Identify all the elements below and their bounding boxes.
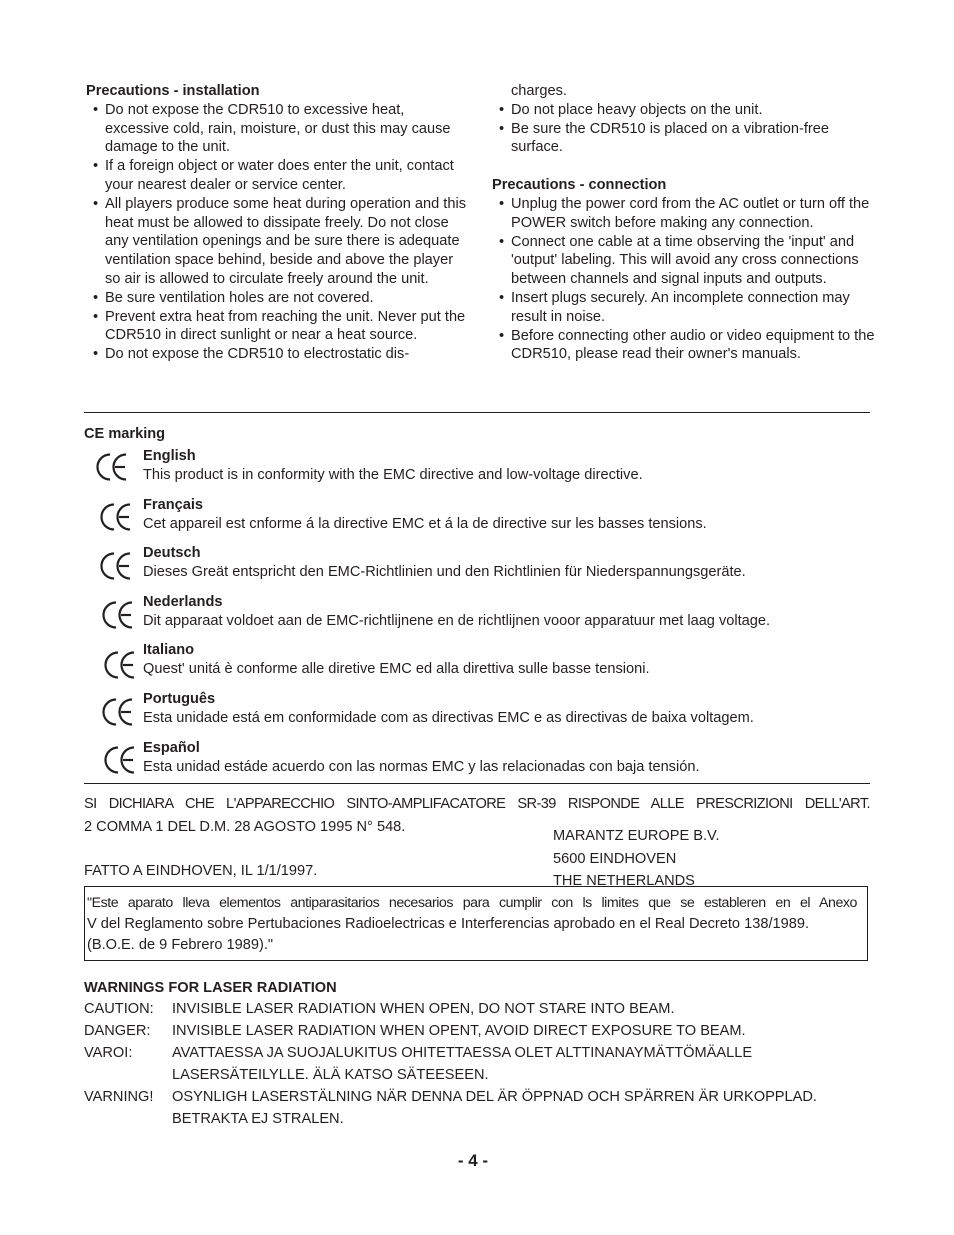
language-text: Esta unidade está em conformidade com as directivas EMC e as directivas de baixa voltagem. — [143, 709, 754, 726]
notice-line: V del Reglamento sobre Pertubaciones Radioelectricas e Interferencias aprobado en el Real Decreto 138/1989. — [87, 916, 810, 932]
list-item: • Do not expose the CDR510 to excessive heat, excessive cold, rain, moisture, or dust this may cause damage to the unit. — [86, 101, 466, 157]
ce-row-espanol — [84, 739, 874, 783]
ce-row-english — [84, 447, 874, 491]
ce-mark-icon — [100, 598, 136, 632]
warning-text: INVISIBLE LASER RADIATION WHEN OPEN, DO NOT STARE INTO BEAM. — [172, 1001, 675, 1017]
language-text: Dieses Greät entspricht den EMC-Richtlinien und den Richtlinien für Niederspannungsgeräte. — [143, 563, 746, 580]
ce-row-deutsch — [84, 544, 874, 588]
warning-text: OSYNLIGH LASERSTÄLNING NÄR DENNA DEL ÄR ÖPPNAD OCH SPÄRREN ÄR URKOPPLAD. BETRAKTA EJ STRALEN. — [172, 1089, 817, 1127]
section-divider — [84, 412, 870, 413]
installation-list — [86, 101, 466, 364]
ce-row-nederlands — [84, 593, 874, 637]
list-item: • All players produce some heat during operation and this heat must be allowed to dissipate freely. Do not close any ventilation openings and be sure there is adequate ventilation space behind, beside and above the player so air is allowed to circulate freely around the unit. — [86, 195, 466, 289]
installation-list-continued — [492, 101, 877, 157]
precautions-installation-section — [86, 82, 466, 364]
ce-mark-icon — [100, 695, 136, 729]
list-item: • Before connecting other audio or video equipment to the CDR510, please read their owner's manuals. — [492, 327, 877, 365]
section-divider — [84, 783, 870, 784]
list-item: • Be sure ventilation holes are not covered. — [86, 289, 466, 308]
declaration-line: 2 COMMA 1 DEL D.M. 28 AGOSTO 1995 N° 548. — [84, 819, 406, 835]
company-address — [553, 825, 720, 893]
laser-warnings-title: WARNINGS FOR LASER RADIATION — [84, 980, 337, 996]
ce-mark-icon — [102, 743, 138, 777]
list-item: • Insert plugs securely. An incomplete connection may result in noise. — [492, 289, 877, 327]
language-name: Español — [143, 740, 200, 756]
section-title: Precautions - connection — [492, 177, 667, 194]
language-name: Français — [143, 497, 204, 513]
language-text: Quest' unitá è conforme alle diretive EMC ed alla direttiva sulle basse tensioni. — [143, 660, 650, 677]
language-text: Cet appareil est cnforme á la directive EMC et á la de directive sur les basses tensions. — [143, 515, 707, 532]
warning-text: AVATTAESSA JA SUOJALUKITUS OHITETTAESSA OLET ALTTINANAYMÄTTÖMÄALLE LASERSÄTEILYLLE. ÄLÄ KATSO SÄTEESEEN. — [172, 1045, 753, 1083]
list-item: • If a foreign object or water does enter the unit, contact your nearest dealer or service center. — [86, 157, 466, 195]
address-line: 5600 EINDHOVEN — [553, 850, 677, 867]
language-name: English — [143, 448, 196, 464]
warning-label: VARNING! — [84, 1089, 154, 1105]
ce-marking-title: CE marking — [84, 426, 166, 442]
ce-row-italiano — [84, 641, 874, 685]
language-text: Dit apparaat voldoet aan de EMC-richtlijnene en de richtlijnen vooor apparatuur met laag voltage. — [143, 612, 771, 629]
warning-label: CAUTION: — [84, 1001, 154, 1017]
ce-mark-icon — [98, 549, 134, 583]
language-text: This product is in conformity with the EMC directive and low-voltage directive. — [143, 466, 643, 483]
warning-label: DANGER: — [84, 1023, 151, 1039]
notice-line: (B.O.E. de 9 Febrero 1989)." — [87, 937, 274, 953]
address-line: MARANTZ EUROPE B.V. — [553, 828, 720, 844]
connection-list — [492, 195, 877, 364]
language-text: Esta unidad estáde acuerdo con las normas EMC y las relacionadas con baja tensión. — [143, 758, 700, 775]
right-column — [492, 82, 877, 364]
list-item: • Be sure the CDR510 is placed on a vibration-free surface. — [492, 120, 877, 158]
ce-row-francais — [84, 496, 874, 540]
list-item: • Do not expose the CDR510 to electrostatic dis- — [86, 345, 466, 364]
warning-text: INVISIBLE LASER RADIATION WHEN OPENT, AVOID DIRECT EXPOSURE TO BEAM. — [172, 1023, 746, 1039]
list-item: • Connect one cable at a time observing the 'input' and 'output' labeling. This will avoid any cross connections between channels and signal inputs and outputs. — [492, 233, 877, 289]
list-item: • Prevent extra heat from reaching the unit. Never put the CDR510 in direct sunlight or near a heat source. — [86, 308, 466, 346]
ce-mark-icon — [98, 500, 134, 534]
language-name: Nederlands — [143, 594, 223, 610]
page-number: - 4 - — [457, 1151, 489, 1170]
spanish-notice-box — [84, 886, 868, 961]
declaration-line: SI DICHIARA CHE L'APPARECCHIO SINTO-AMPLIFACATORE SR-39 RISPONDE ALLE PRESCRIZIONI DELL'ART. — [84, 796, 870, 812]
list-item: • Unplug the power cord from the AC outlet or turn off the POWER switch before making any connection. — [492, 195, 877, 233]
continued-text: charges. — [511, 83, 567, 99]
list-item: • Do not place heavy objects on the unit. — [492, 101, 877, 120]
language-name: Italiano — [143, 642, 195, 658]
language-name: Português — [143, 691, 216, 707]
ce-mark-icon — [102, 648, 138, 682]
notice-line: "Este aparato lleva elementos antiparasitarios necesarios para cumplir con ls limites que se estableren en el Anexo — [87, 895, 857, 911]
section-title: Precautions - installation — [86, 83, 260, 99]
ce-mark-icon — [94, 450, 130, 484]
ce-row-portugues — [84, 690, 874, 734]
language-name: Deutsch — [143, 545, 201, 561]
warning-label: VAROI: — [84, 1045, 133, 1061]
declaration-place-date: FATTO A EINDHOVEN, IL 1/1/1997. — [84, 863, 318, 879]
address-line: THE NETHERLANDS — [553, 873, 695, 889]
